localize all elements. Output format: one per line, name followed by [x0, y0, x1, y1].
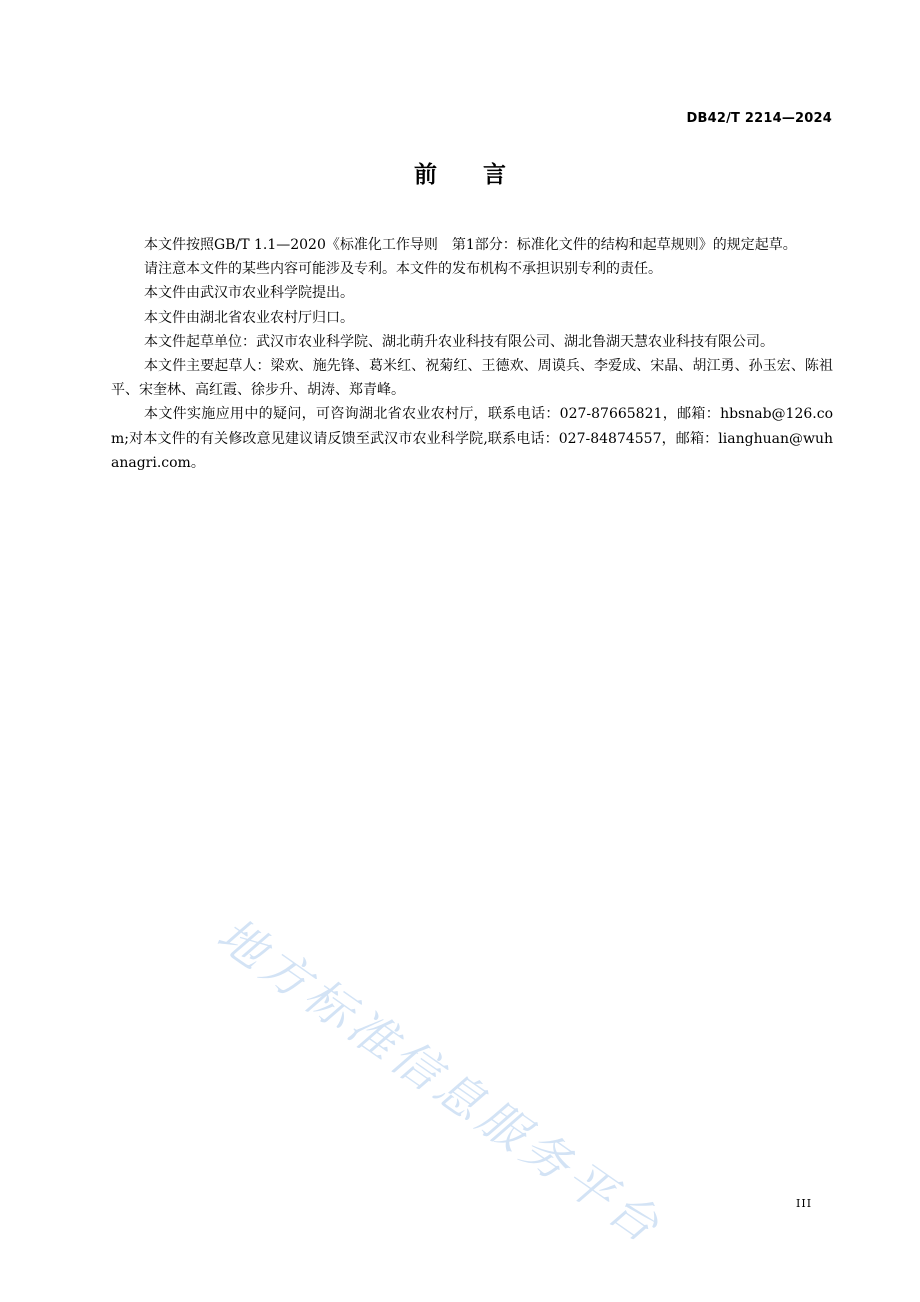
document-number: DB42/T 2214—2024: [686, 111, 832, 126]
paragraph-contact-info: 本文件实施应用中的疑问，可咨询湖北省农业农村厅，联系电话：027-87665821，邮箱：hbsnab@126.com;对本文件的有关修改意见建议请反馈至武汉市农业科学院,联系电话：027-84874557，邮箱：lianghuan@wuhanagri.com。: [111, 406, 833, 471]
paragraph-drafting-units: 本文件起草单位：武汉市农业科学院、湖北萌升农业科技有限公司、湖北鲁湖天慧农业科技有限公司。: [144, 333, 774, 350]
page-title-char-1: 前: [414, 162, 437, 188]
paragraph-patent-notice: 请注意本文件的某些内容可能涉及专利。本文件的发布机构不承担识别专利的责任。: [144, 261, 662, 278]
paragraph-drafters: 本文件主要起草人：梁欢、施先锋、葛米红、祝菊红、王德欢、周谟兵、李爱成、宋晶、胡江勇、孙玉宏、陈祖平、宋奎林、高红霞、徐步升、胡涛、郑青峰。: [111, 358, 833, 399]
preface-body: [111, 233, 833, 475]
page-title: [0, 158, 920, 192]
page-title-char-2: 言: [483, 162, 506, 188]
paragraph-centralized-by: 本文件由湖北省农业农村厅归口。: [144, 309, 354, 326]
watermark: 地方标准信息服务平台: [206, 907, 673, 1257]
paragraph-proposer: 本文件由武汉市农业科学院提出。: [144, 285, 354, 302]
page-number: III: [796, 1197, 813, 1210]
paragraph-drafting-rules: 本文件按照GB/T 1.1—2020《标准化工作导则 第1部分：标准化文件的结构和起草规则》的规定起草。: [144, 237, 797, 253]
